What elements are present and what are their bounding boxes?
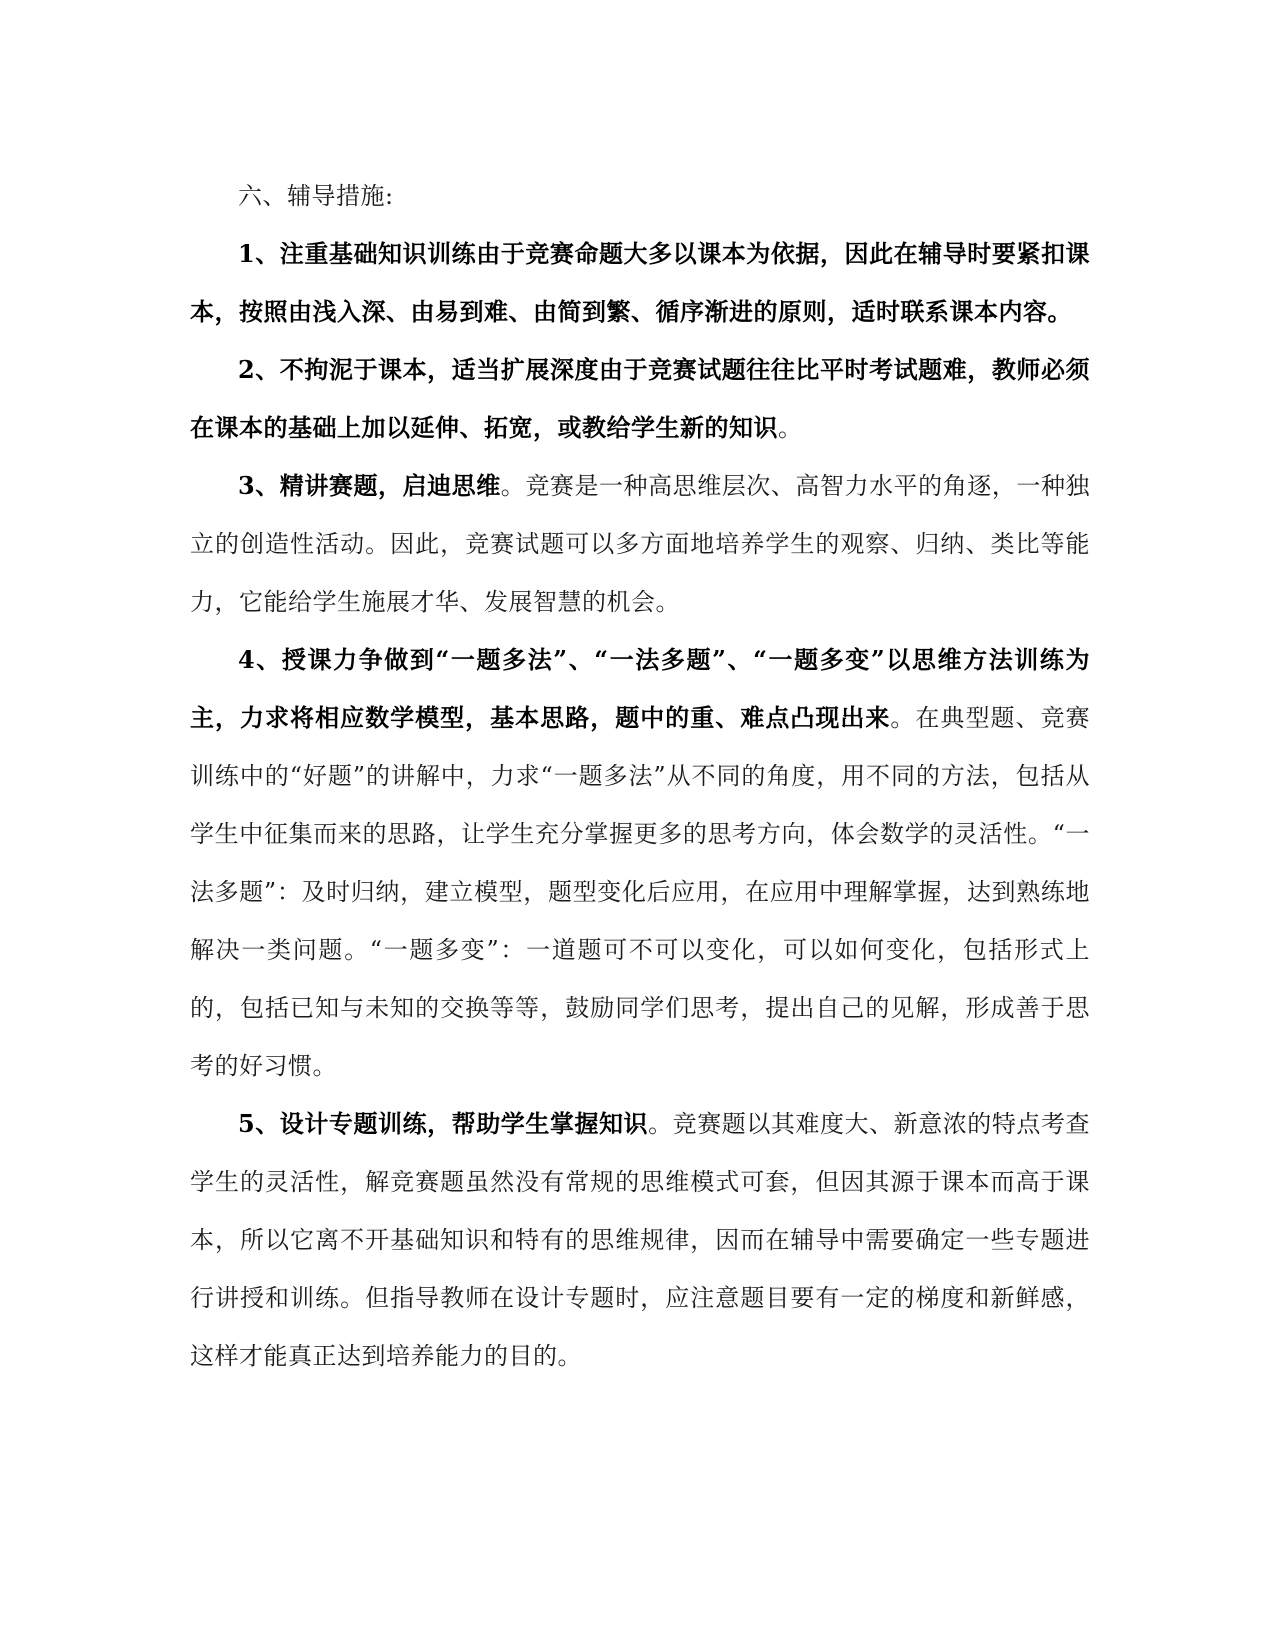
measure-item-4 [190,631,1090,1095]
item-2-text: 。 [778,414,803,442]
measure-item-2 [190,341,1090,457]
section-heading [190,167,1090,225]
measure-item-1 [190,225,1090,341]
item-3-bold-text: 3、精讲赛题，启迪思维 [238,471,501,500]
section-heading-text: 六、辅导措施: [238,182,394,210]
item-2-bold-text: 2、不拘泥于课本，适当扩展深度由于竞赛试题往往比平时考试题难，教师必须在课本的基础上加以延伸、拓宽，或教给学生新的知识 [190,355,1090,442]
measure-item-3 [190,457,1090,631]
item-1-bold-text: 1、注重基础知识训练由于竞赛命题大多以课本为依据，因此在辅导时要紧扣课本，按照由浅入深、由易到难、由简到繁、循序渐进的原则，适时联系课本内容。 [190,239,1090,326]
item-4-bold-text: 4、授课力争做到“一题多法”、“一法多题”、“一题多变”以思维方法训练为主，力求将相应数学模型，基本思路，题中的重、难点凸现出来 [190,645,1090,732]
item-5-text: 。竞赛题以其难度大、新意浓的特点考查学生的灵活性，解竞赛题虽然没有常规的思维模式可套，但因其源于课本而高于课本，所以它离不开基础知识和特有的思维规律，因而在辅导中需要确定一些专题进行讲授和训练。但指导教师在设计专题时，应注意题目要有一定的梯度和新鲜感，这样才能真正达到培养能力的目的。 [190,1110,1091,1370]
item-3-text: 。竞赛是一种高思维层次、高智力水平的角逐，一种独立的创造性活动。因此，竞赛试题可以多方面地培养学生的观察、归纳、类比等能力，它能给学生施展才华、发展智慧的机会。 [190,472,1090,616]
item-5-bold-text: 5、设计专题训练，帮助学生掌握知识 [238,1109,649,1138]
measure-item-5 [190,1095,1090,1385]
document-body [190,167,1090,1385]
item-4-text: 。在典型题、竞赛训练中的“好题”的讲解中，力求“一题多法”从不同的角度，用不同的方法，包括从学生中征集而来的思路，让学生充分掌握更多的思考方向，体会数学的灵活性。“一法多题”：及时归纳，建立模型，题型变化后应用，在应用中理解掌握，达到熟练地解决一类问题。“一题多变”：一道题可不可以变化，可以如何变化，包括形式上的，包括已知与未知的交换等等，鼓励同学们思考，提出自己的见解，形成善于思考的好习惯。 [190,704,1091,1080]
